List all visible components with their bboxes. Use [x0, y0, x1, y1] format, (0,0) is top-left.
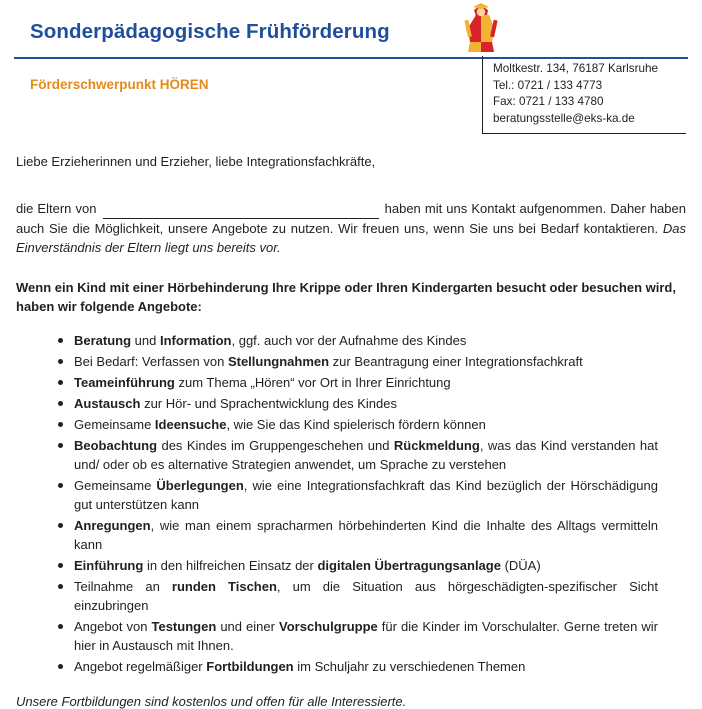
offer-keyword: digitalen Übertragungsanlage — [317, 557, 501, 573]
list-item — [58, 331, 658, 350]
list-item — [58, 617, 658, 655]
offer-keyword: Anregungen — [74, 517, 151, 533]
list-item — [58, 415, 658, 434]
name-fill-in-blank[interactable] — [103, 206, 379, 219]
offers-list — [16, 331, 686, 676]
offer-keyword: Information — [159, 332, 232, 348]
list-item — [58, 352, 658, 371]
offer-keyword: Fortbildungen — [206, 658, 294, 674]
offer-keyword: Stellungnahmen — [227, 353, 330, 369]
offer-text: in den hilfreichen Einsatz der — [143, 557, 318, 573]
offer-keyword: Überlegungen — [156, 477, 244, 493]
list-item — [58, 373, 658, 392]
document-header — [14, 0, 688, 56]
offer-keyword: Ideensuche — [154, 416, 227, 432]
offer-text: des Kindes im Gruppengeschehen und — [157, 437, 394, 453]
offer-text: , um die Situation aus hörgeschädigten-spezifischer Sicht einzubringen — [74, 578, 658, 613]
offer-text: zur Beantragung einer Integrationsfachkraft — [329, 353, 583, 369]
offer-text: zum Thema „Hören“ vor Ort in Ihrer Einrichtung — [174, 374, 451, 390]
subheader-row — [14, 56, 688, 144]
offer-keyword: Beobachtung — [74, 437, 158, 453]
offer-text: Bei Bedarf: Verfassen von — [74, 353, 228, 369]
offer-keyword: Austausch — [74, 395, 141, 411]
list-item — [58, 394, 658, 413]
offer-text: für die Kinder im Vorschulalter. Gerne treten wir hier in Austausch mit Ihnen. — [74, 618, 659, 653]
offer-text: im Schuljahr zu verschiedenen Themen — [293, 658, 526, 674]
offer-text: Teilnahme an — [74, 578, 172, 594]
offer-text: Angebot regelmäßiger — [74, 658, 207, 674]
offer-keyword: runden Tischen — [171, 578, 277, 594]
offer-text: zur Hör- und Sprachentwicklung des Kindes — [140, 395, 397, 411]
list-item — [58, 556, 658, 575]
contact-email: beratungsstelle@eks-ka.de — [493, 111, 635, 125]
contact-address: Moltkestr. 134, 76187 Karlsruhe — [493, 62, 659, 75]
list-item — [58, 657, 658, 676]
intro-text-after-blank: haben mit uns Kontakt aufgenommen. Daher haben auch Sie die Möglichkeit, unsere Angebote zu nutzen. Wir freuen uns, wenn Sie uns bei Bedarf kontaktieren. — [16, 201, 686, 236]
intro-paragraph — [16, 199, 686, 258]
offer-text: , wie eine Integrationsfachkraft das Kind bezüglich der Hörschädigung gut unterstützen kann — [74, 477, 658, 512]
offer-text: , wie man einem spracharmen hörbehinderten Kind die Inhalte des Alltags vermitteln kann — [74, 517, 658, 552]
offer-keyword: Teameinführung — [74, 374, 175, 390]
list-item — [58, 577, 658, 615]
list-item — [58, 476, 658, 514]
offer-text: und einer — [216, 618, 280, 634]
offer-keyword: Einführung — [74, 557, 144, 573]
offer-text: Angebot von — [74, 618, 152, 634]
offer-keyword: Rückmeldung — [393, 437, 480, 453]
offer-text: Gemeinsame — [74, 416, 155, 432]
contact-box — [482, 56, 686, 134]
page-title: Sonderpädagogische Frühförderung — [30, 20, 390, 43]
list-item — [58, 516, 658, 554]
letter-body — [14, 154, 688, 709]
contact-fax: Fax: 0721 / 133 4780 — [493, 95, 604, 108]
offer-keyword: Vorschulgruppe — [279, 618, 378, 634]
subtitle: Förderschwerpunkt HÖREN — [30, 77, 209, 92]
offer-keyword: Beratung — [74, 332, 132, 348]
closing-note: Unsere Fortbildungen sind kostenlos und offen für alle Interessierte. — [16, 693, 407, 709]
offer-text: , ggf. auch vor der Aufnahme des Kindes — [231, 332, 467, 348]
offer-text: , was das Kind verstanden hat und/ oder ob es alternative Strategien anwendet, um Sprache zu verstehen — [74, 437, 658, 472]
offer-text: , wie Sie das Kind spielerisch fördern können — [226, 416, 486, 432]
intro-text-before-blank: die Eltern von — [16, 201, 97, 216]
offers-lead-in: Wenn ein Kind mit einer Hörbehinderung Ihre Krippe oder Ihren Kindergarten besucht oder besuchen wird, haben wir folgende Angebote: — [16, 279, 676, 314]
offer-text: und — [131, 332, 160, 348]
karlsruhe-fountain-figure-logo — [454, 2, 508, 56]
salutation: Liebe Erzieherinnen und Erzieher, liebe Integrationsfachkräfte, — [16, 154, 376, 169]
list-item — [58, 436, 658, 474]
offer-text: Gemeinsame — [74, 477, 157, 493]
offer-keyword: Testungen — [151, 618, 217, 634]
offer-text: (DÜA) — [500, 557, 541, 573]
intro-consent-note: Das Einverständnis der Eltern liegt uns bereits vor. — [16, 220, 686, 255]
contact-phone: Tel.: 0721 / 133 4773 — [493, 78, 603, 92]
